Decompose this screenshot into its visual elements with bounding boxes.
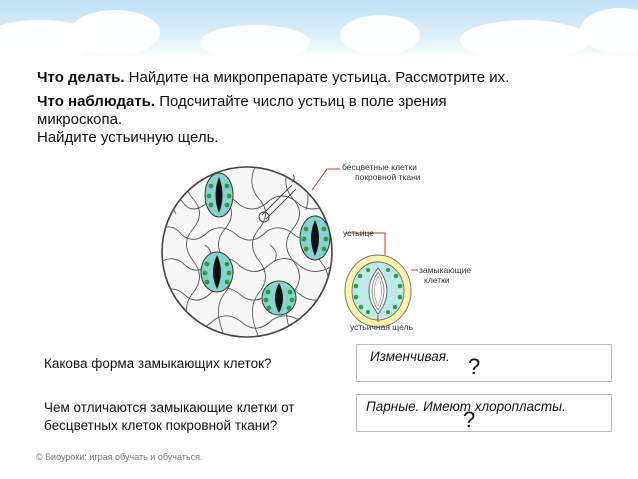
task-label: Что делать. — [37, 69, 125, 86]
label-cells-2: покровной ткани — [355, 172, 421, 182]
find-paragraph: Найдите устьичную щель. — [37, 129, 219, 146]
observe-text: Подсчитайте число устьиц в поле зрения — [155, 93, 447, 110]
footer-copyright: © Биоуроки: играя обучать и обучаться. — [36, 452, 203, 462]
label-guard: замыкающие — [419, 265, 472, 275]
stoma-4 — [262, 281, 296, 315]
answer-2: Парные. Имеют хлоропласты. — [366, 399, 566, 414]
question-2-line-2: бесцветных клеток покровной ткани? — [44, 418, 278, 433]
observe-label: Что наблюдать. — [37, 93, 156, 110]
label-cells: бесцветные клетки — [342, 162, 417, 172]
label-stoma: устьице — [343, 228, 374, 238]
question-2-line-1: Чем отличаются замыкающие клетки от — [44, 400, 295, 415]
task-text: Найдите на микропрепарате устьица. Рассмотрите их. — [124, 69, 510, 86]
answer-1: Изменчивая. — [370, 349, 450, 364]
question-mark-2: ? — [463, 407, 476, 432]
observe-paragraph-cont: микроскопа. — [37, 111, 123, 128]
stoma-2 — [300, 216, 330, 260]
question-mark-1: ? — [468, 354, 481, 379]
question-1: Какова форма замыкающих клеток? — [44, 356, 272, 371]
label-slit: устьичная щель — [350, 322, 414, 332]
label-guard-2: клетки — [424, 275, 450, 285]
stoma-1 — [205, 173, 233, 217]
stoma-3 — [201, 252, 233, 292]
